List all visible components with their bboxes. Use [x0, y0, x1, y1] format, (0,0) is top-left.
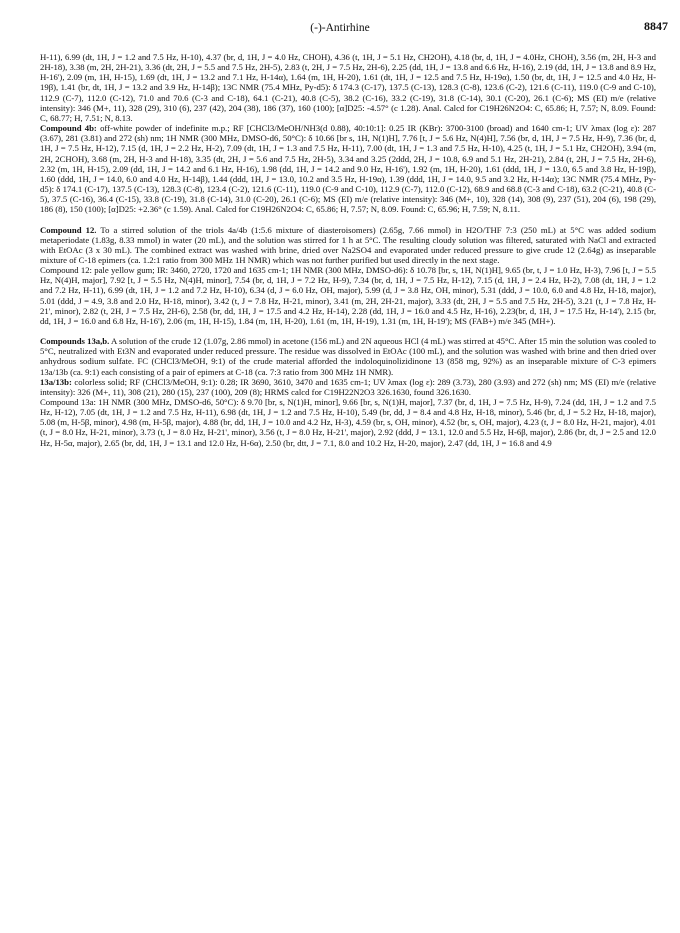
paragraph-compound-13a-nmr [40, 397, 656, 448]
paragraph-text: Compound 13a: 1H NMR (300 MHz, DMSO-d6, 50°C): δ 9.70 [br, s, N(1)H, minor], 9.66 [br, s, N(1)H, major], 7.37 (br, d, 1H, J = 7.5 Hz, H-9), 7.24 (dd, 1H, J = 1.2 and 7.5 Hz, H-12), 7.05 (dt, 1H, J = 1.2 and 7.5 Hz, H-11), 6.98 (dt, 1H, J = 1.2 and 7.5 Hz, H-10), 5.49 (br, dd, J = 8.4 and 4.8 Hz, H-18, minor), 5.46 (br, d, J = 5.2 Hz, H-18, major), 5.08 (m, H-5β, minor), 4.98 (m, H-5β, major), 4.88 (br, dd, 1H, J = 10.0 and 4.2 Hz, H-3), 4.59 (br, s, OH, minor), 4.52 (br, s, OH, major), 4.23 (t, J = 8.0 Hz, H-21, major), 4.01 (t, J = 8.0 Hz, H-21, minor), 3.73 (t, J = 8.0 Hz, H-21', minor), 3.56 (t, J = 8.0 Hz, H-21', major), 2.92 (ddd, J = 13.1, 12.0 and 5.5 Hz, H-6β, major), 2.86 (br, dt, J = 2.5 and 12.0 Hz, H-5α, major), 2.65 (br, dd, 1H, J = 13.1 and 12.0 Hz, H-6α), 2.50 (br, dtt, J = 7.1, 8.0 and 10.2 Hz, H-20, major), 2.47 (dd, 1H, J = 16.8 and 4.9 [40, 397, 656, 448]
paragraph-13a-13b-data [40, 377, 656, 397]
paragraph-compound-4b [40, 123, 656, 214]
paragraph-4a-data [40, 52, 656, 123]
paragraph-text: Compound 12: pale yellow gum; IR: 3460, 2720, 1720 and 1635 cm-1; 1H NMR (300 MHz, DMSO-d6): δ 10.78 [br, s, 1H, N(1)H], 9.65 (br, t, J = 1.0 Hz, H-3), 7.96 [t, J = 5.5 Hz, N(4)H, major], 7.92 [t, J = 5.5 Hz, N(4)H, minor], 7.54 (br, d, 1H, J = 7.2 Hz, H-9), 7.34 (br, d, 1H, J = 7.5 Hz, H-12), 7.15 (d, 1H, J = 2.4 Hz, H-2), 7.08 (dt, 1H, J = 1.2 and 7.2 Hz, H-11), 6.99 (dt, 1H, J = 1.2 and 7.2 Hz, H-10), 6.34 (d, J = 6.0 Hz, OH, major), 5.99 (d, J = 3.8 Hz, OH, minor), 5.31 (ddd, J = 10.0, 6.0 and 4.8 Hz, H-18, major), 5.01 (ddd, J = 4.9, 3.8 and 2.0 Hz, H-18, minor), 3.42 (t, J = 7.8 Hz, H-21, minor), 3.41 (m, 2H, 2H-21, major), 3.33 (dt, 2H, J = 5.5 and 7.5 Hz, 2H-5), 3.21 (t, J = 7.8 Hz, H-21', minor), 2.82 (t, 2H, J = 7.5 Hz, 2H-6), 2.58 (br, dd, 1H, J = 17.5 and 4.2 Hz, H-14), 2.28 (dd, 1H, J = 16.0 and 4.5 Hz, H-16), 2.23(br, d, 1H, J = 17.5 Hz, H-14'), 2.15 (br, dd, 1H, J = 16.0 and 6.8 Hz, H-16'), 2.06 (m, 1H, H-15), 1.84 (m, 1H, H-20), 1.61 (m, 1H, H-19), 1.31 (m, 1H, H-19'); MS (FAB+) m/e 345 (MH+). [40, 265, 656, 326]
paragraph-lead: Compound 12. [40, 224, 97, 235]
paragraph-text: colorless solid; RF (CHCl3/MeOH, 9:1): 0.28; IR 3690, 3610, 3470 and 1635 cm-1; UV λmax (log ε): 289 (3.73), 280 (3.93) and 272 (sh) nm; MS (EI) m/e (relative intensity): 326 (M+, 11), 308 (21), 280 (15), 237 (100), 209 (8); HRMS calcd for C19H22N2O3 326.1630, found 326.1630. [40, 376, 656, 397]
running-title: (-)-Antirhine [310, 22, 370, 34]
paragraph-compound-12-procedure [40, 225, 656, 266]
paragraph-text: off-white powder of indefinite m.p.; RF [CHCl3/MeOH/NH3(d 0.88), 40:10:1]: 0.25 IR (KBr): 3700-3100 (broad) and 1640 cm-1; UV λmax (log ε): 287 (3.67), 281 (3.81) and 272 (sh) nm; 1H NMR (300 MHz, DMSO-d6, 50°C): δ 10.66 [br s, 1H, N(1)H], 7.76 [t, J = 5.6 Hz, N(4)H], 7.56 (br, d, 1H, J = 7.5 Hz, H-9), 7.36 (br, d, 1H, J = 7.5 Hz, H-12), 7.15 (d, 1H, J = 2.2 Hz, H-2), 7.09 (dt, 1H, J = 1.3 and 7.5 Hz, H-11), 7.00 (dt, 1H, J = 1.3 and 7.5 Hz, H-10), 4.25 (t, 1H, J = 5.1 Hz, CH2OH), 3.94 (m, 2H, 2CHOH), 3.68 (m, 2H, H-3 and H-18), 3.35 (dt, 2H, J = 5.6 and 7.5 Hz, 2H-5), 3.34 and 3.25 (2ddd, 2H, J = 10.8, 6.9 and 5.1 Hz, 2H-21), 2.84 (t, 2H, J = 7.5 Hz, 2H-6), 2.32 (m, 1H, H-15), 2.09 (dd, 1H, J = 14.2 and 6.1 Hz, H-16), 1.98 (dd, 1H, J = 14.2 and 9.0 Hz, H-16'), 1.92 (m, 1H, H-20), 1.61 (ddd, 1H, J = 13.0, 6.5 and 3.8 Hz, H-19β), 1.60 (ddd, 1H, J = 14.0, 6.0 and 4.0 Hz, H-14β), 1.44 (ddd, 1H, J = 13.0, 10.2 and 3.5 Hz, H-19α), 1.39 (ddd, 1H, J = 14.0, 9.5 and 3.2 Hz, H-14α); 13C NMR (75.4 MHz, Py-d5): δ 174.1 (C-17), 137.5 (C-13), 128.3 (C-8), 123.4 (C-2), 121.6 (C-11), 119.0 (C-9 and C-10), 112.9 (C-7), 112.0 (C-12), 68.9 and 68.8 (C-3 and C-18), 63.2 (C-21), 40.8 (C-5), 37.5 (C-16), 36.4 (C-15), 33.8 (C-19), 31.8 (C-14), 31.0 (C-20), 26.1 (C-6); MS (EI) m/e (relative intensity): 346 (M+, 10), 328 (14), 308 (9), 237 (51), 204 (6), 198 (29), 186 (8), 150 (100); [α]D25: +2.36° (c 1.59). Anal. Calcd for C19H26N2O4: C, 65.86; H, 7.57; N, 8.09. Found: C, 65.96; H, 7.59; N, 8.11. [40, 123, 657, 215]
paragraph-gap [40, 326, 656, 336]
paragraph-compound-12-data [40, 265, 656, 326]
paragraph-text: A solution of the crude 12 (1.07g, 2.86 mmol) in acetone (156 mL) and 2N aqueous HCl (4 mL) was stirred at 45°C. After 15 min the solution was cooled to 5°C, neutralized with Et3N and evaporated under reduced pressure. The residue was dissolved in EtOAc (100 mL), and the solution was washed with brine and then dried over anhydrous sodium sulfate. FC (CHCl3/MeOH, 9:1) of the crude material afforded the indoloquinolizidinone 13 (858 mg, 92%) as an inseparable mixture of C-3 epimers 13a/13b (ca. 9:1) each consisting of a pair of epimers at C-18 (ca. 7:3 ratio from 300 MHz 1H NMR). [40, 336, 656, 377]
paragraph-text: To a stirred solution of the triols 4a/4b (1:5.6 mixture of diasteroisomers) (2.65g, 7.66 mmol) in H2O/THF 7:3 (250 mL) at 5°C was added sodium metaperiodate (1.83g, 8.33 mmol) in water (20 mL), and the solution was stirred for 1 h at 5°C. The resulting cloudy solution was filtered, saturated with NaCl and extracted with EtOAc (3 x 30 mL). The combined extract was washed with brine, dried over Na2SO4 and evaporated under reduced pressure to give crude 12 (2.64g) as inseparable mixture of C-18 epimers (ca. 1.2:1 ratio from 300 MHz 1H NMR) which was not further purified but used directly in the next stage. [40, 224, 656, 265]
experimental-section [40, 52, 656, 448]
paragraph-compounds-13ab-procedure [40, 336, 656, 377]
paragraph-lead: Compounds 13a,b. [40, 336, 110, 347]
page-number: 8847 [644, 19, 668, 33]
paragraph-gap [40, 215, 656, 225]
paragraph-lead: Compound 4b: [40, 123, 97, 134]
paragraph-lead: 13a/13b: [40, 376, 72, 387]
paragraph-text: H-11), 6.99 (dt, 1H, J = 1.2 and 7.5 Hz, H-10), 4.37 (br, d, 1H, J = 4.0 Hz, CHOH), 4.36 (t, 1H, J = 5.1 Hz, CH2OH), 4.18 (br, d, 1H, J = 4.0Hz, CHOH), 3.56 (m, 2H, H-3 and 2H-18), 3.38 (m, 2H, 2H-21), 3.36 (dt, 2H, J = 5.5 and 7.5 Hz, 2H-5), 2.83 (t, 2H, J = 7.5 Hz, 2H-6), 2.25 (dd, 1H, J = 13.8 and 6.6 Hz, H-16), 2.19 (dd, 1H, J = 13.8 and 8.9 Hz, H-16'), 2.09 (m, 1H, H-15), 1.69 (dt, 1H, J = 13.2 and 7.1 Hz, H-14α), 1.64 (m, 1H, H-20), 1.61 (dt, 1H, J = 12.5 and 7.5 Hz, H-19α), 1.50 (br, dt, 1H, J = 12.5 and 4.0 Hz, H-19β), 1.41 (br, dt, 1H, J = 13.2 and 3.9 Hz, H-14β); 13C NMR (75.4 MHz, Py-d5): δ 174.3 (C-17), 137.5 (C-13), 128.3 (C-8), 123.6 (C-2), 121.6 (C-11), 119.0 (C-9 and C-10), 112.9 (C-7), 112.0 (C-12), 71.0 and 70.6 (C-3 and C-18), 64.1 (C-21), 40.8 (C-5), 38.2 (C-16), 33.2 (C-19), 31.8 (C-14), 30.1 (C-20), 26.1 (C-6); MS (EI) m/e (relative intensity): 346 (M+, 11), 328 (29), 310 (6), 237 (42), 204 (38), 186 (37), 160 (100); [α]D25: -4.57° (c 1.28). Anal. Calcd for C19H26N2O4: C, 65.86; H, 7.57; N, 8.09. Found: C, 68.77; H, 7.51; N, 8.13. [40, 52, 656, 123]
